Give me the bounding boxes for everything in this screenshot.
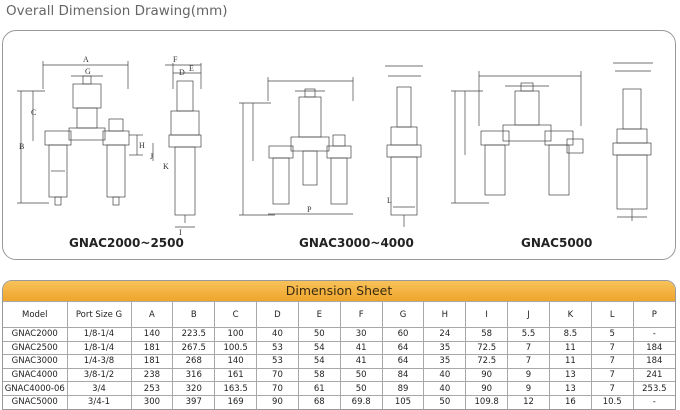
side-view-gnac2000 xyxy=(153,63,201,227)
table-cell: 140 xyxy=(215,355,257,369)
table-cell: 40 xyxy=(257,328,299,342)
table-cell: 397 xyxy=(173,395,215,409)
table-cell: 50 xyxy=(340,382,382,396)
dimension-sheet xyxy=(2,280,676,410)
table-cell: 61 xyxy=(298,382,340,396)
table-cell: 169 xyxy=(215,395,257,409)
table-cell: 84 xyxy=(382,368,424,382)
table-cell: 109.8 xyxy=(466,395,508,409)
column-header: E xyxy=(298,302,340,328)
table-cell: 7 xyxy=(591,355,633,369)
table-cell: 184 xyxy=(633,341,675,355)
table-cell: 223.5 xyxy=(173,328,215,342)
dim-label-b: B xyxy=(19,142,25,151)
table-cell: 316 xyxy=(173,368,215,382)
column-header: A xyxy=(131,302,173,328)
dim-label-h: H xyxy=(139,141,145,150)
table-cell: 68 xyxy=(298,395,340,409)
table-row xyxy=(3,382,675,396)
dim-label-l: L xyxy=(387,196,392,205)
table-cell: 5.5 xyxy=(508,328,550,342)
table-row xyxy=(3,395,675,409)
table-cell: 8.5 xyxy=(549,328,591,342)
column-header: K xyxy=(549,302,591,328)
table-cell: 40 xyxy=(424,368,466,382)
table-cell: 58 xyxy=(466,328,508,342)
table-cell: 69.8 xyxy=(340,395,382,409)
table-cell: 11 xyxy=(549,355,591,369)
table-cell: 35 xyxy=(424,355,466,369)
column-header: D xyxy=(257,302,299,328)
side-view-gnac5000 xyxy=(613,63,653,221)
column-header: G xyxy=(382,302,424,328)
dimension-drawings xyxy=(3,31,675,259)
table-cell: 90 xyxy=(466,382,508,396)
table-cell: 13 xyxy=(549,382,591,396)
page-title: Overall Dimension Drawing(mm) xyxy=(6,3,228,19)
table-cell: GNAC4000 xyxy=(3,368,67,382)
table-cell: GNAC4000-06 xyxy=(3,382,67,396)
table-cell: 140 xyxy=(131,328,173,342)
table-cell: 41 xyxy=(340,341,382,355)
table-cell: 3/4-1 xyxy=(67,395,131,409)
table-header-row xyxy=(3,302,675,328)
table-cell: 72.5 xyxy=(466,341,508,355)
table-cell: 64 xyxy=(382,341,424,355)
front-view-gnac3000 xyxy=(239,77,353,215)
dim-label-f: F xyxy=(173,55,178,64)
caption-gnac3000: GNAC3000~4000 xyxy=(299,236,414,250)
table-cell: 24 xyxy=(424,328,466,342)
dim-label-e: E xyxy=(189,64,194,73)
table-cell: 89 xyxy=(382,382,424,396)
dim-label-d: D xyxy=(179,68,185,77)
table-cell: 9 xyxy=(508,368,550,382)
column-header: B xyxy=(173,302,215,328)
caption-gnac5000: GNAC5000 xyxy=(521,236,593,250)
table-cell: 241 xyxy=(633,368,675,382)
table-row xyxy=(3,368,675,382)
table-cell: 181 xyxy=(131,355,173,369)
table-cell: GNAC2500 xyxy=(3,341,67,355)
table-cell: GNAC5000 xyxy=(3,395,67,409)
table-cell: 3/4 xyxy=(67,382,131,396)
table-cell: 105 xyxy=(382,395,424,409)
dim-label-j: J xyxy=(150,152,154,161)
table-cell: 238 xyxy=(131,368,173,382)
table-cell: 53 xyxy=(257,341,299,355)
table-cell: 7 xyxy=(591,368,633,382)
table-cell: 12 xyxy=(508,395,550,409)
table-cell: 30 xyxy=(340,328,382,342)
table-cell: 163.5 xyxy=(215,382,257,396)
table-cell: 1/8-1/4 xyxy=(67,341,131,355)
dim-label-c: C xyxy=(31,108,37,117)
table-cell: 267.5 xyxy=(173,341,215,355)
table-cell: 5 xyxy=(591,328,633,342)
dim-label-a: A xyxy=(83,55,89,64)
table-cell: 72.5 xyxy=(466,355,508,369)
table-cell: 54 xyxy=(298,355,340,369)
table-cell: 70 xyxy=(257,382,299,396)
dim-label-g: G xyxy=(85,67,91,76)
table-cell: 7 xyxy=(508,355,550,369)
table-row xyxy=(3,341,675,355)
table-row xyxy=(3,328,675,342)
table-cell: 100 xyxy=(215,328,257,342)
table-cell: 161 xyxy=(215,368,257,382)
column-header: H xyxy=(424,302,466,328)
table-cell: 184 xyxy=(633,355,675,369)
table-cell: 11 xyxy=(549,341,591,355)
dim-label-k: K xyxy=(163,162,169,171)
table-cell: - xyxy=(633,328,675,342)
column-header: F xyxy=(340,302,382,328)
table-cell: 253.5 xyxy=(633,382,675,396)
table-cell: 54 xyxy=(298,341,340,355)
table-cell: 64 xyxy=(382,355,424,369)
table-cell: 7 xyxy=(508,341,550,355)
table-cell: 40 xyxy=(424,382,466,396)
column-header: Port Size G xyxy=(67,302,131,328)
table-cell: GNAC3000 xyxy=(3,355,67,369)
table-cell: 70 xyxy=(257,368,299,382)
table-cell: - xyxy=(633,395,675,409)
table-cell: 181 xyxy=(131,341,173,355)
table-cell: 268 xyxy=(173,355,215,369)
table-cell: 53 xyxy=(257,355,299,369)
table-cell: 90 xyxy=(257,395,299,409)
column-header: L xyxy=(591,302,633,328)
column-header: I xyxy=(466,302,508,328)
sheet-title: Dimension Sheet xyxy=(3,281,675,301)
table-cell: 58 xyxy=(298,368,340,382)
table-cell: 35 xyxy=(424,341,466,355)
table-cell: 100.5 xyxy=(215,341,257,355)
front-view-gnac5000 xyxy=(451,71,583,203)
table-cell: 41 xyxy=(340,355,382,369)
dim-label-i: I xyxy=(179,228,182,237)
table-cell: 7 xyxy=(591,341,633,355)
column-header: Model xyxy=(3,302,67,328)
table-cell: 16 xyxy=(549,395,591,409)
table-cell: 13 xyxy=(549,368,591,382)
table-cell: 90 xyxy=(466,368,508,382)
column-header: J xyxy=(508,302,550,328)
table-cell: 3/8-1/2 xyxy=(67,368,131,382)
table-cell: 253 xyxy=(131,382,173,396)
dimension-table xyxy=(3,301,675,410)
table-cell: 10.5 xyxy=(591,395,633,409)
table-cell: 50 xyxy=(424,395,466,409)
column-header: C xyxy=(215,302,257,328)
dim-label-p: P xyxy=(307,205,312,214)
front-view-gnac2000 xyxy=(17,61,143,205)
table-cell: 1/8-1/4 xyxy=(67,328,131,342)
table-cell: 50 xyxy=(298,328,340,342)
table-cell: 320 xyxy=(173,382,215,396)
table-cell: 7 xyxy=(591,382,633,396)
column-header: P xyxy=(633,302,675,328)
table-cell: GNAC2000 xyxy=(3,328,67,342)
table-cell: 50 xyxy=(340,368,382,382)
table-cell: 300 xyxy=(131,395,173,409)
dimension-drawing-panel xyxy=(2,30,676,260)
table-cell: 60 xyxy=(382,328,424,342)
table-row xyxy=(3,355,675,369)
table-cell: 9 xyxy=(508,382,550,396)
table-cell: 1/4-3/8 xyxy=(67,355,131,369)
caption-gnac2000: GNAC2000~2500 xyxy=(69,236,184,250)
